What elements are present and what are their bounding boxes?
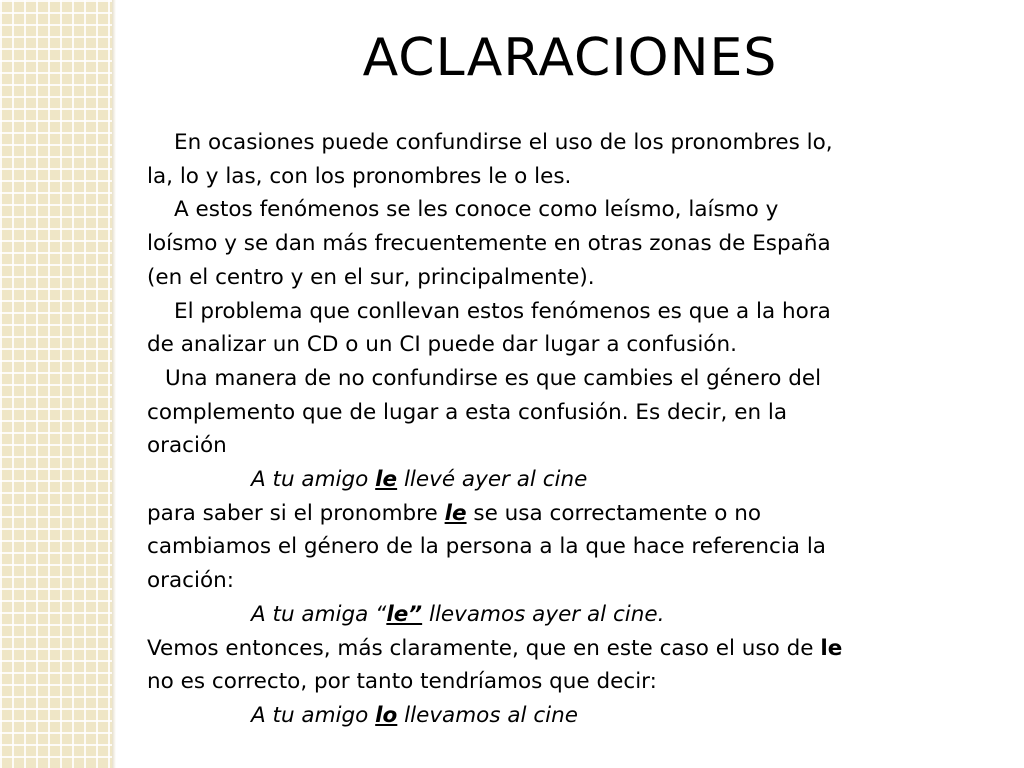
paragraph-2-line-3: (en el centro y en el sur, principalmente). [147, 264, 595, 290]
pronoun-highlight: le [444, 500, 467, 526]
pronoun-highlight: le [375, 467, 398, 493]
paragraph-1-line-1 [147, 126, 977, 160]
text: llevé ayer al cine [397, 467, 588, 493]
example-sentence-1 [147, 463, 977, 497]
text: El problema que conllevan estos fenómenos es que a la hora [174, 298, 831, 324]
slide-body [147, 126, 977, 733]
text: llevamos al cine [397, 702, 578, 728]
paragraph-6-line-1 [147, 632, 977, 666]
paragraph-3-line-1 [147, 295, 977, 329]
text: A tu amigo [251, 467, 376, 493]
slide-title: ACLARACIONES [362, 28, 778, 88]
example-sentence-3 [147, 699, 977, 733]
paragraph-4-line-2: complemento que de lugar a esta confusión. Es decir, en la [147, 399, 788, 425]
text: Vemos entonces, más claramente, que en este caso el uso de [147, 635, 821, 661]
paragraph-4-line-1 [147, 362, 977, 396]
paragraph-4-line-3: oración [147, 433, 227, 459]
pronoun-highlight: lo [375, 702, 398, 728]
text: A tu amigo [251, 702, 376, 728]
text: se usa correctamente o no [466, 500, 762, 526]
text: A tu amiga “ [251, 601, 387, 627]
paragraph-5-line-2: cambiamos el género de la persona a la que hace referencia la [147, 534, 826, 560]
paragraph-1-line-2: la, lo y las, con los pronombres le o les. [147, 163, 572, 189]
paragraph-6-line-2: no es correcto, por tanto tendríamos que decir: [147, 669, 657, 695]
decorative-side-band [0, 0, 112, 768]
pronoun-bold: le [820, 635, 843, 661]
example-sentence-2 [147, 598, 977, 632]
pronoun-highlight: le” [386, 601, 423, 627]
text: llevamos ayer al cine. [422, 601, 665, 627]
paragraph-5-line-3: oración: [147, 568, 234, 594]
paragraph-2-line-2: loísmo y se dan más frecuentemente en otras zonas de España [147, 231, 831, 257]
paragraph-5-line-1 [147, 497, 977, 531]
side-band-shadow [112, 0, 116, 768]
text: para saber si el pronombre [147, 500, 445, 526]
text: En ocasiones puede confundirse el uso de los pronombres lo, [174, 130, 833, 155]
text: A estos fenómenos se les conoce como leísmo, laísmo y [174, 197, 779, 223]
text: Una manera de no confundirse es que cambies el género del [165, 365, 822, 391]
paragraph-3-line-2: de analizar un CD o un CI puede dar lugar a confusión. [147, 332, 737, 358]
paragraph-2-line-1 [147, 193, 977, 227]
